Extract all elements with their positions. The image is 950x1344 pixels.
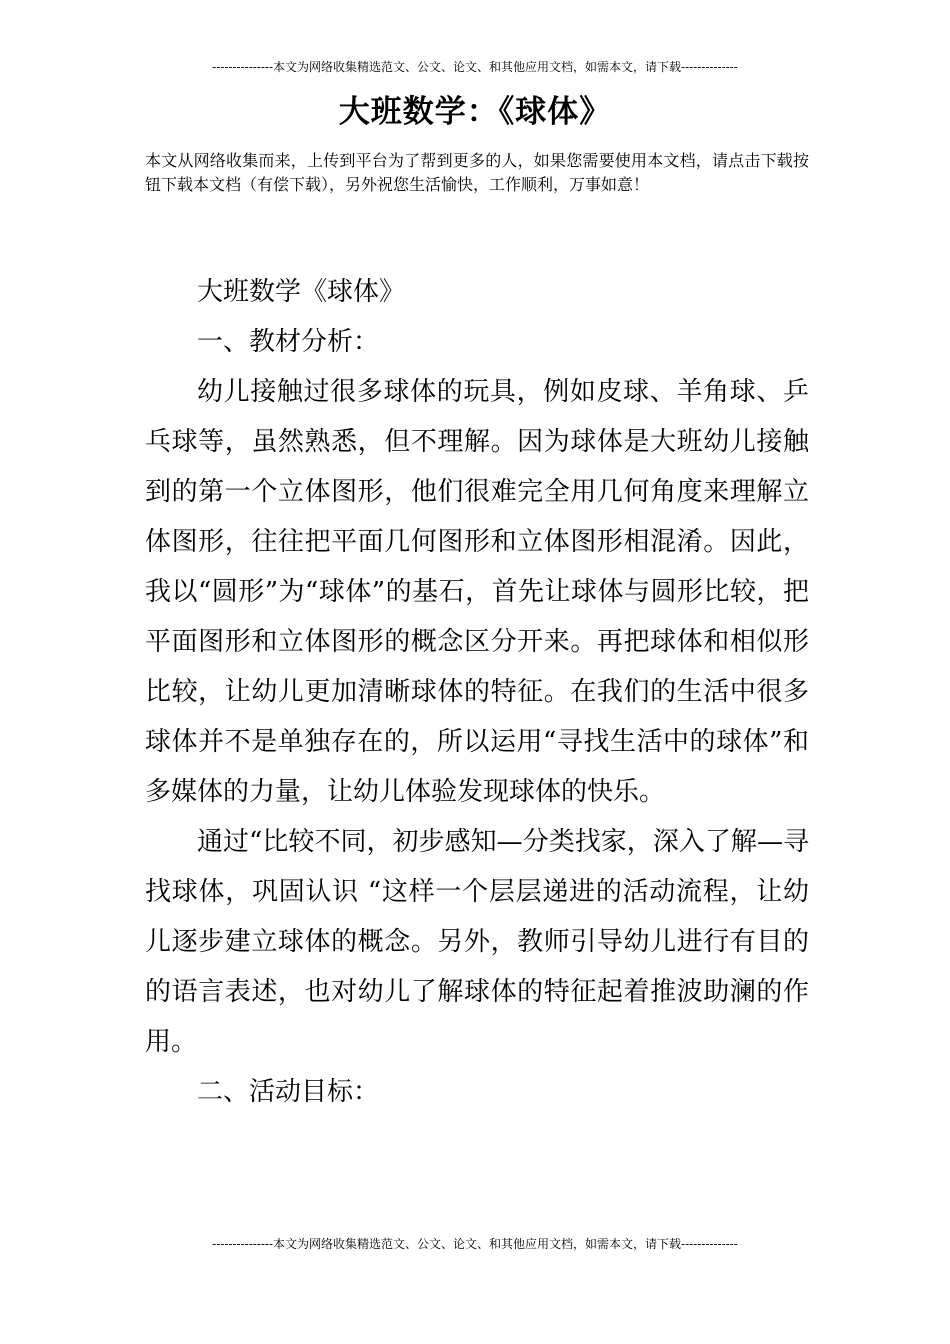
document-title: 大班数学：《球体》 [338,94,612,130]
section-heading-goals: 二、活动目标： [197,1077,380,1107]
footer-banner: ---------------本文为网络收集精选范文、公文、论文、和其他应用文档，如需本文，请下载-------------- [212,1237,738,1251]
intro-note: 本文从网络收集而来，上传到平台为了帮到更多的人，如果您需要使用本文档，请点击下载按钮下载本文档（有偿下载），另外祝您生活愉快，工作顺利，万事如意！ [145,151,809,194]
body-paragraph: 幼儿接触过很多球体的玩具，例如皮球、羊角球、乒乓球等，虽然熟悉，但不理解。因为球体是大班幼儿接触到的第一个立体图形，他们很难完全用几何角度来理解立体图形，往往把平面几何图形和立体图形相混淆。因此，我以“圆形”为“球体”的基石，首先让球体与圆形比较，把平面图形和立体图形的概念区分开来。再把球体和相似形比较，让幼儿更加清晰球体的特征。在我们的生活中很多球体并不是单独存在的，所以运用“寻找生活中的球体”和多媒体的力量，让幼儿体验发现球体的快乐。 [145,377,809,807]
header-banner: ---------------本文为网络收集精选范文、公文、论文、和其他应用文档，如需本文，请下载-------------- [212,60,738,74]
body-paragraph: 通过“比较不同，初步感知—分类找家，深入了解—寻找球体，巩固认识 “这样一个层层递进的活动流程，让幼儿逐步建立球体的概念。另外，教师引导幼儿进行有目的的语言表述，也对幼儿了解球体的特征起着推波助澜的作用。 [145,827,809,1057]
section-heading-main: 大班数学《球体》 [197,277,406,307]
document-body [145,267,809,1117]
section-heading-analysis: 一、教材分析： [197,327,380,357]
